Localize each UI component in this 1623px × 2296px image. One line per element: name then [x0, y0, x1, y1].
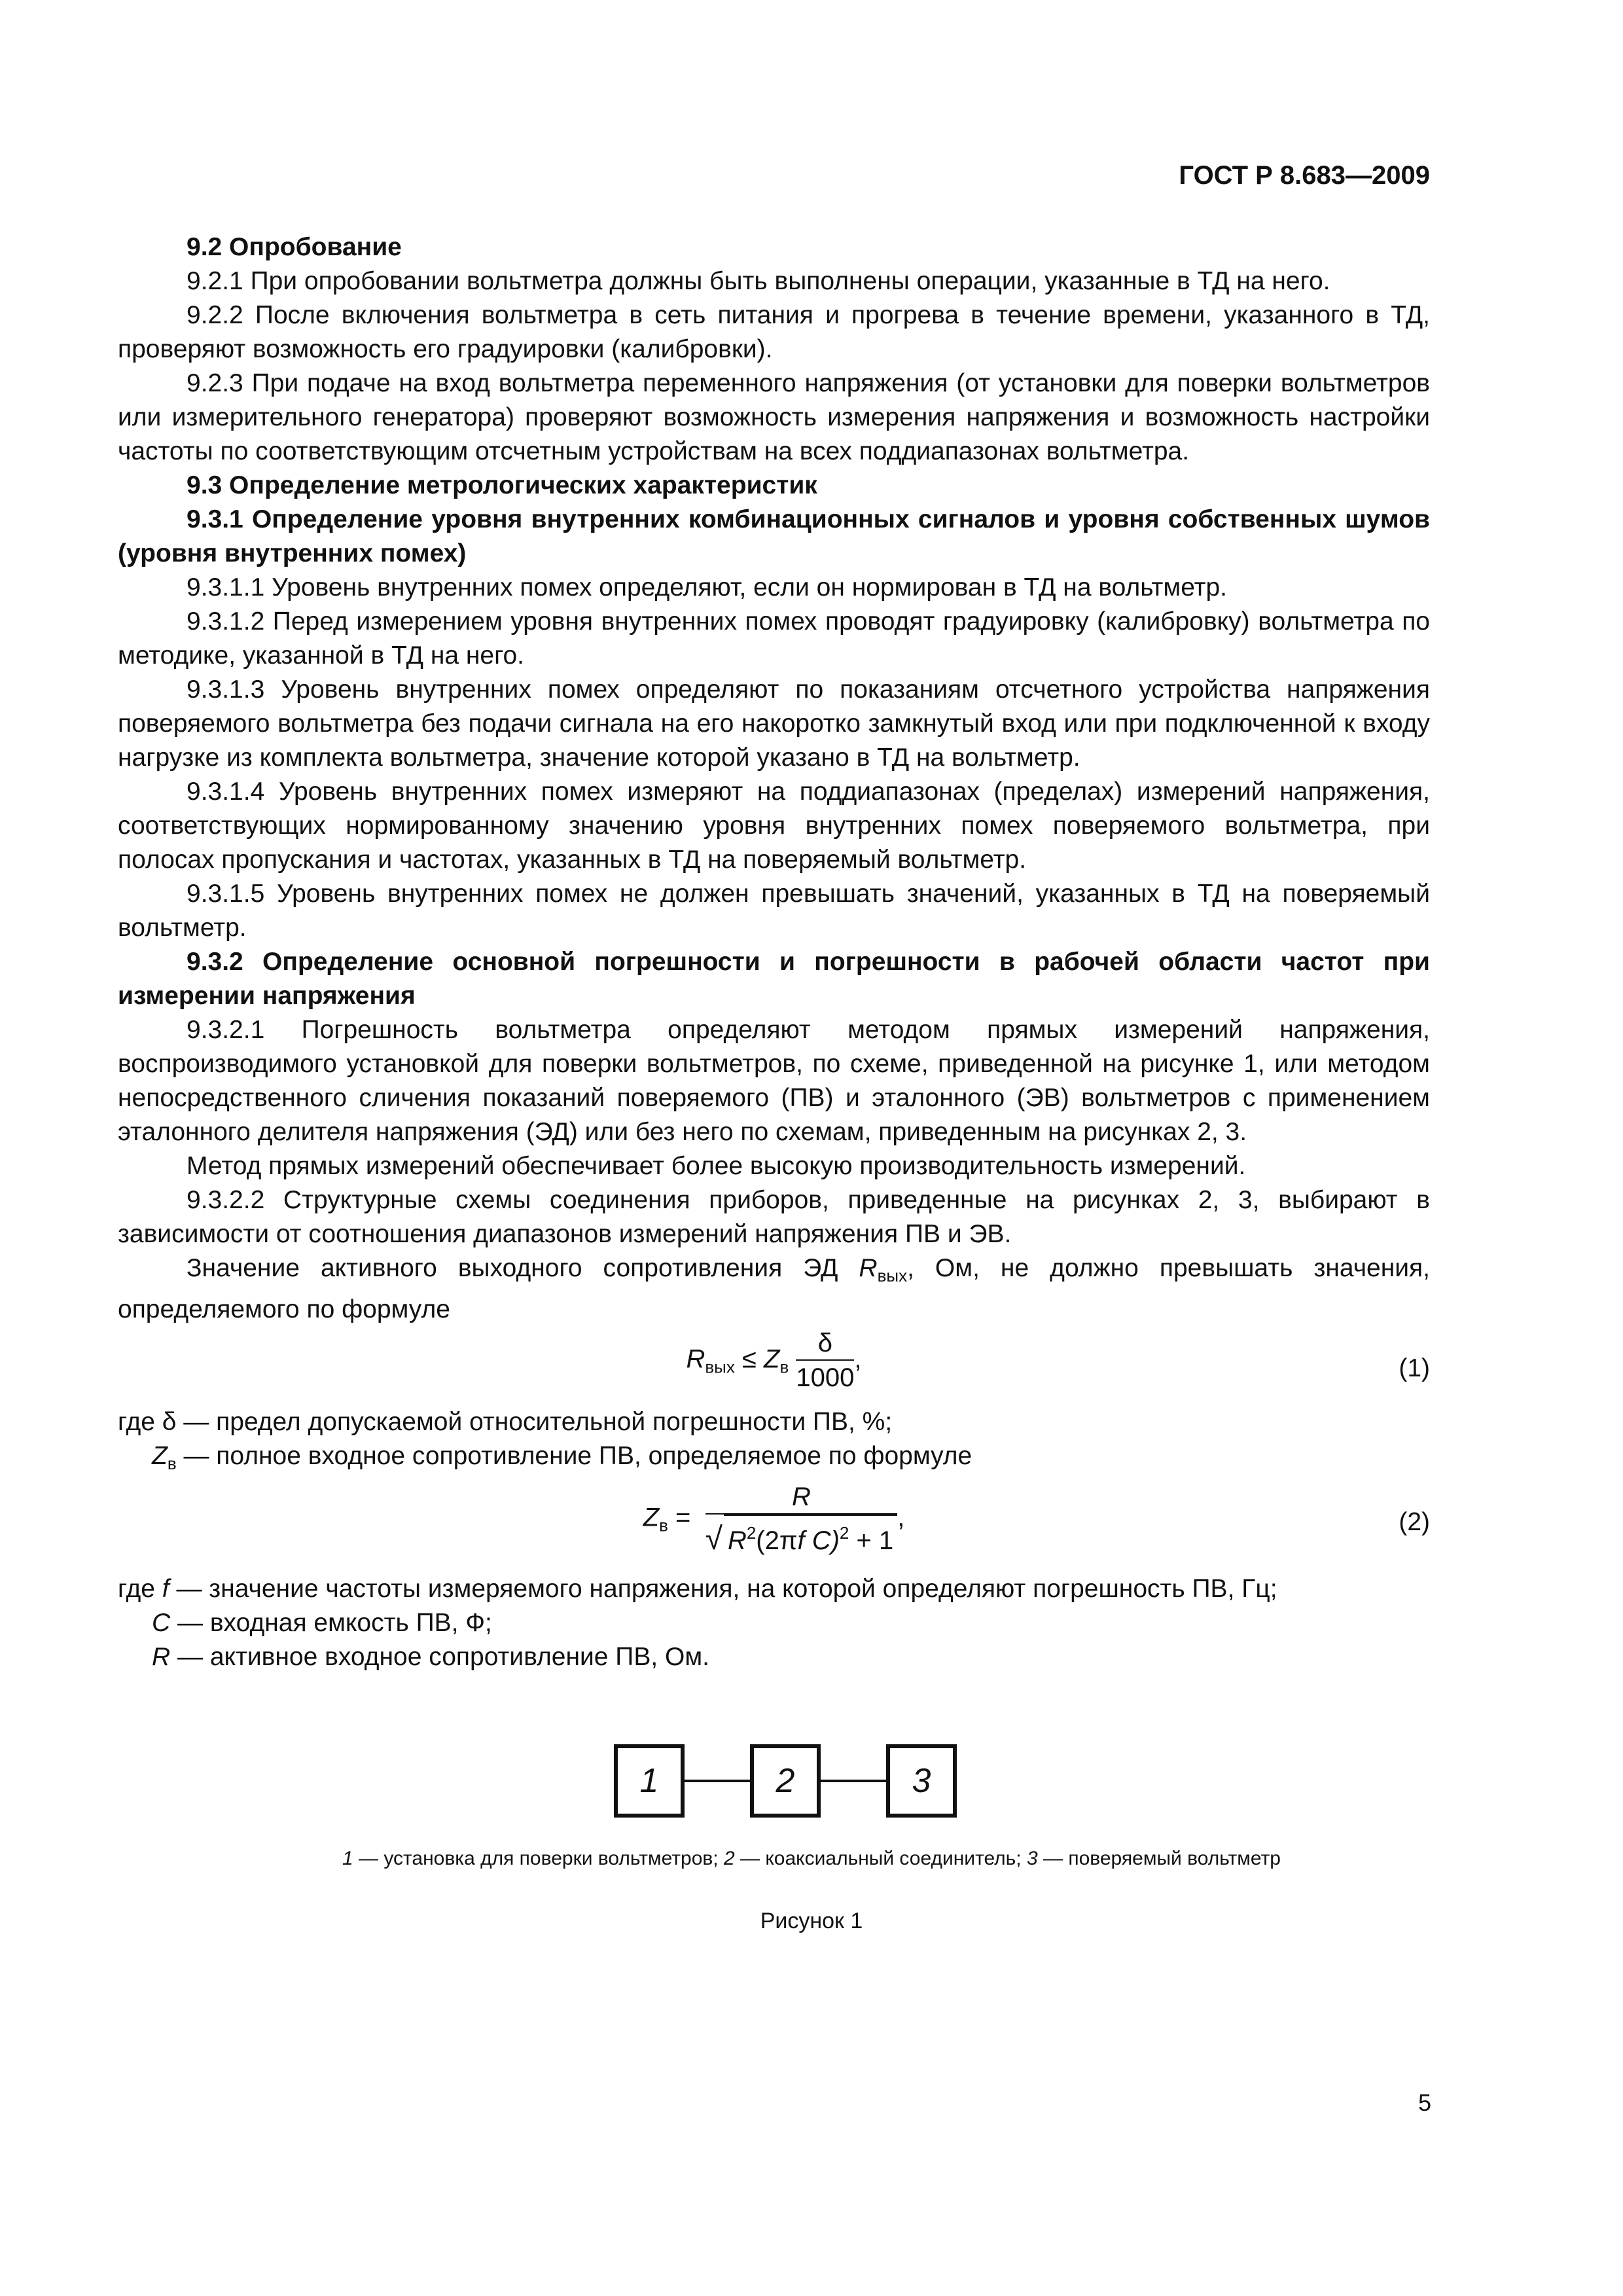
document-body	[118, 230, 1430, 1674]
paragraph-9-3-2-2: 9.3.2.2 Структурные схемы соединения приборов, приведенные на рисунках 2, 3, выбирают в зависимости от соотношения диапазонов измерений напряжения ПВ и ЭВ.	[118, 1186, 1430, 1248]
definition-c: C — входная емкость ПВ, Ф;	[152, 1609, 492, 1637]
paragraph-direct-method: Метод прямых измерений обеспечивает более высокую производительность измерений.	[187, 1152, 1246, 1180]
diagram-box-1: 1	[614, 1744, 685, 1818]
section-heading-9-3-1: 9.3.1 Определение уровня внутренних комбинационных сигналов и уровня собственных шумов (уровня внутренних помех)	[118, 505, 1430, 567]
paragraph-9-3-1-3: 9.3.1.3 Уровень внутренних помех определяют по показаниям отсчетного устройства напряжения поверяемого вольтметра без подачи сигнала на его накоротко замкнутый вход или при подключенной к входу нагрузке из комплекта вольтметра, значение которой указано в ТД на вольтметр.	[118, 675, 1430, 772]
paragraph-9-2-1: 9.2.1 При опробовании вольтметра должны быть выполнены операции, указанные в ТД на него.	[187, 267, 1330, 295]
figure-1-diagram	[0, 1744, 1623, 1829]
connector-line	[821, 1780, 886, 1782]
figure-1-title: Рисунок 1	[760, 1909, 863, 1933]
paragraph-9-3-1-1: 9.3.1.1 Уровень внутренних помех определяют, если он нормирован в ТД на вольтметр.	[187, 573, 1227, 601]
definition-delta: где δ — предел допускаемой относительной погрешности ПВ, %;	[118, 1408, 893, 1436]
definition-z: $Z_в$ — полное входное сопротивление ПВ, определяемое по формуле	[152, 1442, 972, 1473]
paragraph-9-2-3: 9.2.3 При подаче на вход вольтметра переменного напряжения (от установки для поверки вольтметров или измерительного генератора) проверяют возможность измерения напряжения и возможность настройки частоты по соответствующим отсчетным устройствам на всех поддиапазонах вольтметра.	[118, 369, 1430, 465]
fraction: $\frac{\delta}{1000}$	[796, 1327, 854, 1395]
paragraph-9-3-1-5: 9.3.1.5 Уровень внутренних помех не должен превышать значений, указанных в ТД на поверяемый вольтметр.	[118, 880, 1430, 942]
section-heading-9-3-2: 9.3.2 Определение основной погрешности и погрешности в рабочей области частот при измерении напряжения	[118, 948, 1430, 1010]
paragraph-9-3-2-1: 9.3.2.1 Погрешность вольтметра определяют методом прямых измерений напряжения, воспроизводимого установкой для поверки вольтметров, по схеме, приведенной на рисунке 1, или методом непосредственного сличения показаний поверяемого (ПВ) и эталонного (ЭВ) вольтметров с применением эталонного делителя напряжения (ЭД) или без него по схемам, приведенным на рисунках 2, 3.	[118, 1016, 1430, 1146]
formula-1: $R_{вых} \le Z_в$ $\frac{\delta}{1000}$ , (1)	[118, 1327, 1430, 1405]
formula-number: (2)	[1399, 1508, 1430, 1536]
diagram-box-3: 3	[886, 1744, 957, 1818]
page-number: 5	[1418, 2089, 1431, 2116]
paragraph-output-resistance: Значение активного выходного сопротивления ЭД $R_{вых}$, Ом, не должно превышать значения, определяемого по формуле	[118, 1254, 1430, 1323]
paragraph-9-3-1-2: 9.3.1.2 Перед измерением уровня внутренних помех проводят градуировку (калибровку) вольтметра по методике, указанной в ТД на него.	[118, 607, 1430, 670]
definition-r: R — активное входное сопротивление ПВ, Ом.	[152, 1643, 710, 1671]
square-root-icon: √	[705, 1522, 722, 1556]
fraction: $\frac{R}{√ R^2(2\pi f C)^2 + 1}$	[705, 1480, 898, 1558]
document-standard-id: ГОСТ Р 8.683—2009	[1179, 161, 1430, 190]
paragraph-9-2-2: 9.2.2 После включения вольтметра в сеть питания и прогрева в течение времени, указанного в ТД, проверяют возможность его градуировки (калибровки).	[118, 301, 1430, 363]
connector-line	[685, 1780, 750, 1782]
diagram-box-2: 2	[750, 1744, 821, 1818]
section-heading-9-3: 9.3 Определение метрологических характеристик	[187, 471, 817, 499]
section-heading-9-2: 9.2 Опробование	[187, 233, 402, 261]
formula-2: $Z_в$ = $\frac{R}{√ R^2(2\pi f C)^2 + 1}$ , (2)	[118, 1480, 1430, 1572]
formula-number: (1)	[1399, 1354, 1430, 1382]
paragraph-9-3-1-4: 9.3.1.4 Уровень внутренних помех измеряют на поддиапазонах (пределах) измерений напряжения, соответствующих нормированному значению уровня внутренних помех поверяемого вольтметра, при полосах пропускания и частотах, указанных в ТД на поверяемый вольтметр.	[118, 778, 1430, 874]
figure-1-caption: 1 — установка для поверки вольтметров; 2 — коаксиальный соединитель; 3 — поверяемый вольтметр	[342, 1848, 1281, 1869]
definition-f: где f — значение частоты измеряемого напряжения, на которой определяют погрешность ПВ, Гц;	[118, 1575, 1277, 1603]
